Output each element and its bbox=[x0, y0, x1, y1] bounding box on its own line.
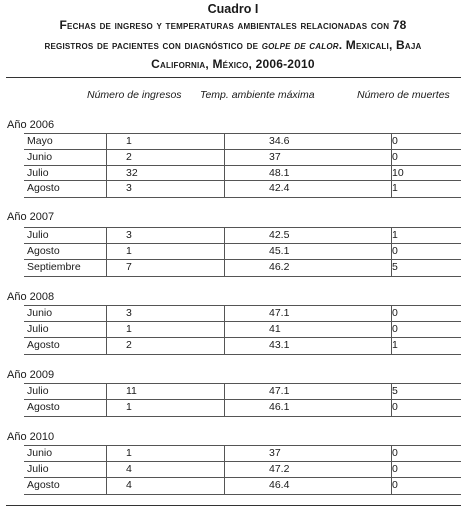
table-row bbox=[24, 165, 461, 182]
column-separator bbox=[106, 446, 107, 462]
table-row bbox=[24, 243, 461, 260]
table-row bbox=[24, 133, 461, 150]
ingresos-cell: 1 bbox=[126, 135, 132, 147]
column-separator bbox=[224, 322, 225, 338]
column-separator bbox=[106, 338, 107, 354]
table-title-line-3: California, México, 2006-2010 bbox=[151, 57, 315, 71]
table-row bbox=[24, 399, 461, 417]
column-separator bbox=[106, 150, 107, 166]
month-cell: Junio bbox=[27, 447, 53, 459]
muertes-cell: 1 bbox=[392, 182, 398, 195]
column-separator bbox=[224, 228, 225, 244]
month-cell: Julio bbox=[27, 166, 49, 179]
table-row bbox=[24, 149, 461, 166]
column-separator bbox=[106, 478, 107, 494]
muertes-cell: 0 bbox=[392, 135, 398, 147]
column-separator bbox=[106, 260, 107, 276]
temp-cell: 47.1 bbox=[269, 385, 290, 397]
muertes-cell: 5 bbox=[392, 260, 398, 273]
column-separator bbox=[224, 150, 225, 166]
table-row bbox=[24, 227, 461, 244]
muertes-cell: 1 bbox=[392, 229, 398, 241]
column-separator bbox=[224, 306, 225, 322]
muertes-cell: 0 bbox=[392, 322, 398, 335]
title-text-b: . Mexicali, Baja bbox=[338, 38, 422, 52]
column-separator bbox=[224, 384, 225, 400]
column-separator bbox=[224, 462, 225, 478]
year-heading: Año 2009 bbox=[7, 369, 55, 381]
muertes-cell: 0 bbox=[392, 447, 398, 459]
month-cell: Agosto bbox=[27, 400, 60, 413]
month-cell: Agosto bbox=[27, 478, 60, 491]
table-row bbox=[24, 337, 461, 355]
column-separator bbox=[106, 244, 107, 260]
month-cell: Agosto bbox=[27, 244, 60, 257]
year-heading: Año 2008 bbox=[7, 291, 55, 303]
column-separator bbox=[106, 384, 107, 400]
column-separator bbox=[106, 181, 107, 197]
column-separator bbox=[224, 260, 225, 276]
temp-cell: 43.1 bbox=[269, 338, 290, 351]
temp-cell: 46.2 bbox=[269, 260, 290, 273]
temp-cell: 41 bbox=[269, 322, 281, 335]
temp-cell: 47.1 bbox=[269, 307, 290, 319]
column-separator bbox=[224, 134, 225, 150]
table-row bbox=[24, 180, 461, 198]
top-rule bbox=[6, 77, 461, 78]
table-row bbox=[24, 461, 461, 478]
ingresos-cell: 11 bbox=[126, 385, 137, 397]
table-row bbox=[24, 445, 461, 462]
muertes-cell: 0 bbox=[392, 150, 398, 163]
table-title-line-1: Fechas de ingreso y temperaturas ambientales relacionadas con 78 bbox=[59, 18, 407, 32]
header-muertes: Número de muertes bbox=[357, 89, 450, 101]
column-separator bbox=[106, 400, 107, 416]
ingresos-cell: 1 bbox=[126, 447, 132, 459]
table-row bbox=[24, 305, 461, 322]
column-separator bbox=[106, 134, 107, 150]
temp-cell: 46.4 bbox=[269, 478, 290, 491]
column-separator bbox=[106, 228, 107, 244]
month-cell: Julio bbox=[27, 462, 49, 475]
column-separator bbox=[106, 306, 107, 322]
ingresos-cell: 2 bbox=[126, 338, 132, 351]
table-caption: Cuadro I bbox=[207, 2, 259, 16]
ingresos-cell: 4 bbox=[126, 478, 132, 491]
ingresos-cell: 2 bbox=[126, 150, 132, 163]
column-separator bbox=[224, 338, 225, 354]
month-cell: Julio bbox=[27, 322, 49, 335]
column-separator bbox=[224, 400, 225, 416]
title-text-a: registros de pacientes con diagnóstico de bbox=[44, 38, 262, 52]
month-cell: Mayo bbox=[27, 135, 53, 147]
temp-cell: 37 bbox=[269, 447, 281, 459]
temp-cell: 46.1 bbox=[269, 400, 290, 413]
muertes-cell: 10 bbox=[392, 166, 404, 179]
month-cell: Julio bbox=[27, 385, 49, 397]
table-row bbox=[24, 259, 461, 277]
temp-cell: 45.1 bbox=[269, 244, 290, 257]
column-separator bbox=[224, 446, 225, 462]
temp-cell: 34.6 bbox=[269, 135, 290, 147]
muertes-cell: 0 bbox=[392, 244, 398, 257]
month-cell: Junio bbox=[27, 307, 53, 319]
table-title-line-2 bbox=[0, 38, 466, 52]
temp-cell: 37 bbox=[269, 150, 281, 163]
month-cell: Julio bbox=[27, 229, 49, 241]
header-temperatura: Temp. ambiente máxima bbox=[200, 89, 315, 101]
column-separator bbox=[106, 322, 107, 338]
column-separator bbox=[224, 478, 225, 494]
ingresos-cell: 1 bbox=[126, 400, 132, 413]
temp-cell: 42.5 bbox=[269, 229, 290, 241]
title-italic-term: golpe de calor bbox=[261, 38, 339, 52]
ingresos-cell: 7 bbox=[126, 260, 132, 273]
bottom-rule bbox=[6, 505, 461, 506]
column-separator bbox=[224, 244, 225, 260]
column-separator bbox=[106, 166, 107, 182]
month-cell: Agosto bbox=[27, 182, 60, 195]
header-ingresos: Número de ingresos bbox=[87, 89, 182, 101]
temp-cell: 42.4 bbox=[269, 182, 290, 195]
muertes-cell: 0 bbox=[392, 400, 398, 413]
muertes-cell: 5 bbox=[392, 385, 398, 397]
table-row bbox=[24, 383, 461, 400]
muertes-cell: 0 bbox=[392, 307, 398, 319]
muertes-cell: 1 bbox=[392, 338, 398, 351]
muertes-cell: 0 bbox=[392, 478, 398, 491]
table-row bbox=[24, 321, 461, 338]
muertes-cell: 0 bbox=[392, 462, 398, 475]
year-heading: Año 2010 bbox=[7, 431, 55, 443]
temp-cell: 48.1 bbox=[269, 166, 290, 179]
ingresos-cell: 4 bbox=[126, 462, 132, 475]
year-heading: Año 2006 bbox=[7, 119, 55, 131]
ingresos-cell: 32 bbox=[126, 166, 138, 179]
ingresos-cell: 1 bbox=[126, 244, 132, 257]
ingresos-cell: 1 bbox=[126, 322, 132, 335]
ingresos-cell: 3 bbox=[126, 182, 132, 195]
month-cell: Junio bbox=[27, 150, 53, 163]
ingresos-cell: 3 bbox=[126, 229, 132, 241]
temp-cell: 47.2 bbox=[269, 462, 290, 475]
column-separator bbox=[224, 181, 225, 197]
column-separator bbox=[224, 166, 225, 182]
year-heading: Año 2007 bbox=[7, 211, 55, 223]
month-cell: Septiembre bbox=[27, 260, 81, 273]
column-separator bbox=[106, 462, 107, 478]
month-cell: Agosto bbox=[27, 338, 60, 351]
ingresos-cell: 3 bbox=[126, 307, 132, 319]
table-row bbox=[24, 477, 461, 495]
